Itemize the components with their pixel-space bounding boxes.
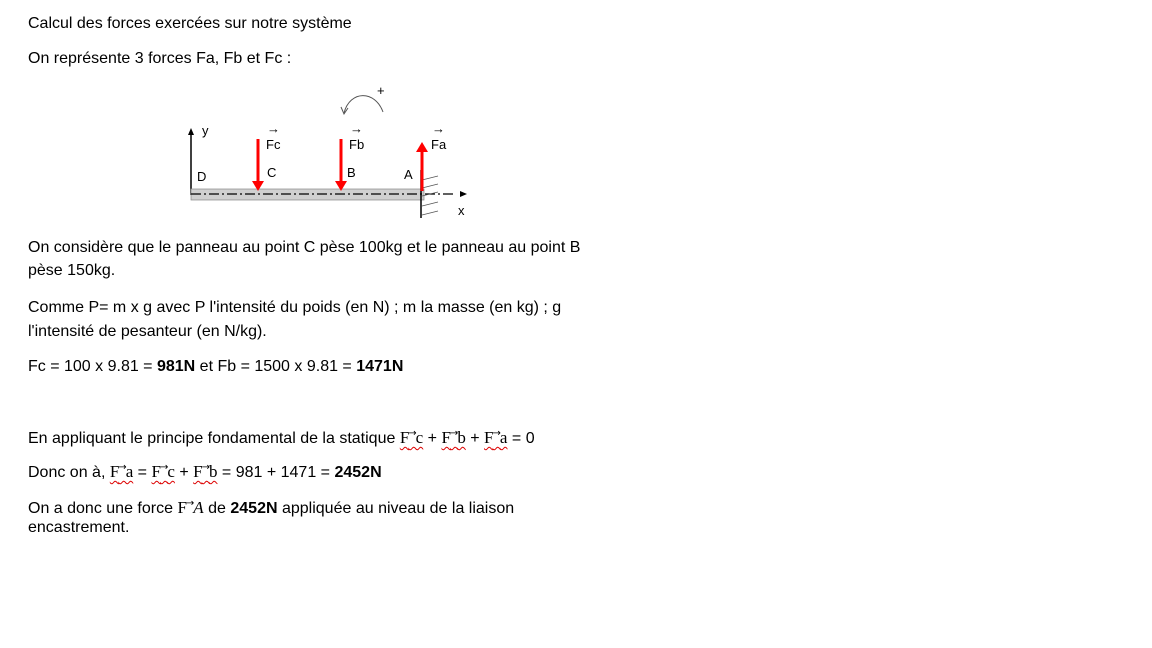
- vector-fc: F→c: [151, 462, 175, 481]
- svg-text:→: →: [350, 121, 363, 136]
- force-fb-arrow: [335, 139, 347, 191]
- beam-diagram: [180, 85, 480, 225]
- paragraph-mass-1: On considère que le panneau au point C pèse 100kg et le panneau au point B: [28, 239, 581, 256]
- paragraph-conclusion-1: On a donc une force F→A de 2452N appliquée au niveau de la liaison: [28, 498, 515, 517]
- paragraph-result: Donc on à, F→a = F→c + F→b = 981 + 1471 = 2452N: [28, 462, 382, 481]
- point-d: D: [197, 169, 207, 184]
- vector-fb: F→b: [441, 428, 466, 447]
- vector-fa-cap: F→A: [177, 498, 204, 517]
- axis-x-label: x: [458, 203, 465, 218]
- svg-text:→: →: [432, 121, 445, 136]
- label-fa: Fa: [431, 137, 447, 152]
- point-a: A: [404, 167, 413, 182]
- moment-arrow-icon: [344, 96, 383, 113]
- vector-fc: F→c: [399, 428, 424, 447]
- paragraph-calc: Fc = 100 x 9.81 = 981N et Fb = 1500 x 9.81 = 1471N: [28, 358, 404, 375]
- paragraph-conclusion-2: encastrement.: [28, 519, 130, 536]
- point-b: B: [347, 165, 356, 180]
- svg-text:→: →: [267, 121, 280, 136]
- paragraph-formula-1: Comme P= m x g avec P l'intensité du poids (en N) ; m la masse (en kg) ; g: [28, 299, 562, 316]
- vector-fb: F→b: [193, 462, 218, 481]
- paragraph-formula-2: l'intensité de pesanteur (en N/kg).: [28, 323, 267, 340]
- intro: On représente 3 forces Fa, Fb et Fc :: [28, 50, 292, 67]
- paragraph-pfs: En appliquant le principe fondamental de la statique F→c + F→b + F→a = 0: [28, 428, 535, 447]
- paragraph-mass-2: pèse 150kg.: [28, 262, 116, 279]
- axis-y-label: y: [202, 123, 209, 138]
- force-fa-arrow: [416, 142, 428, 191]
- vector-fa: F→a: [109, 462, 134, 481]
- point-c: C: [267, 165, 277, 180]
- vector-fa: F→a: [484, 428, 508, 447]
- label-fc: Fc: [266, 137, 281, 152]
- title: Calcul des forces exercées sur notre système: [28, 15, 352, 32]
- force-fc-arrow: [252, 139, 264, 191]
- moment-plus: +: [377, 85, 385, 98]
- label-fb: Fb: [349, 137, 365, 152]
